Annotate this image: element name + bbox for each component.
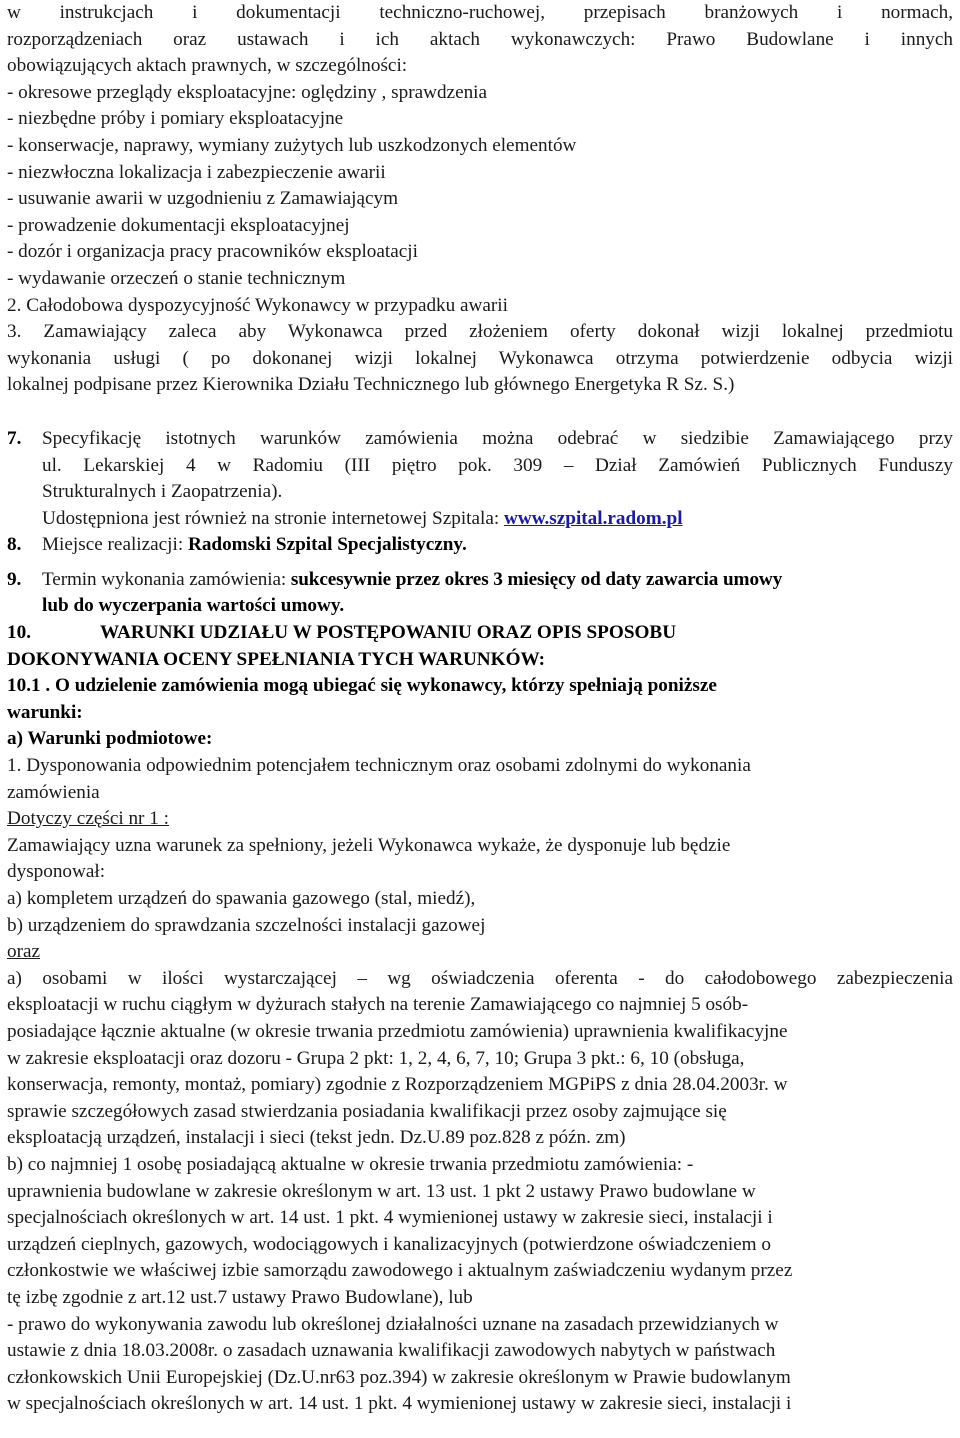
part-label: Dotyczy części nr 1 :	[7, 808, 169, 830]
text-line: posiadające łącznie aktualne (w okresie trwania przedmiotu zamówienia) uprawnienia kwalifikacyjne	[7, 1020, 788, 1042]
completion-term-continued: lub do wyczerpania wartości umowy.	[42, 595, 345, 617]
text-line: urządzeń cieplnych, gazowych, wodociągowych i kanalizacyjnych (potwierdzone oświadczeniem o	[7, 1233, 771, 1255]
conditions-body	[7, 753, 960, 1418]
section-9-line	[7, 567, 960, 594]
section-7-line	[7, 426, 953, 453]
text-line: w specjalnościach określonych w art. 14 ust. 1 pkt. 4 wymienionej ustawy w zakresie sieci, instalacji i	[7, 1393, 792, 1415]
list-item: - usuwanie awarii w uzgodnieniu z Zamawiającym	[7, 188, 399, 210]
section-heading-text: WARUNKI UDZIAŁU W POSTĘPOWANIU ORAZ OPIS SPOSOBU	[100, 622, 677, 644]
text-line: członkowskich Unii Europejskiej (Dz.U.nr63 poz.394) w zakresie określonym w Prawie budowlanym	[7, 1366, 791, 1388]
text-line: rozporządzeniach oraz ustawach i ich aktach wykonawczych: Prawo Budowlane i innych	[7, 28, 953, 50]
text-line: obowiązujących aktach prawnych, w szczególności:	[7, 55, 408, 77]
text-line: wykonania usługi ( po dokonanej wizji lokalnej Wykonawca otrzyma potwierdzenie odbycia wizji	[7, 347, 953, 369]
section-10	[7, 620, 960, 673]
list-item: - konserwacje, naprawy, wymiany zużytych lub uszkodzonych elementów	[7, 134, 577, 156]
text-line: w zakresie eksploatacji oraz dozoru - Grupa 2 pkt: 1, 2, 4, 6, 7, 10; Grupa 3 pkt.: 6, 10 (obsługa,	[7, 1047, 745, 1069]
section-text: Miejsce realizacji:	[42, 534, 188, 556]
text-line: dysponował:	[7, 861, 106, 883]
text-line: Zamawiający uzna warunek za spełniony, jeżeli Wykonawca wykaże, że dysponuje lub będzie	[7, 834, 731, 856]
text-line: tę izbę zgodnie z art.12 ust.7 ustawy Prawo Budowlane), lub	[7, 1286, 473, 1308]
list-item: a) kompletem urządzeń do spawania gazowego (stal, miedź),	[7, 888, 476, 909]
hospital-website-link[interactable]: www.szpital.radom.pl	[503, 507, 683, 529]
text-line: w instrukcjach i dokumentacji techniczno-ruchowej, przepisach branżowych i normach,	[7, 2, 953, 23]
section-10-1-heading: 10.1 . O udzielenie zamówienia mogą ubiegać się wykonawcy, którzy spełniają poniższe	[7, 675, 717, 697]
text-line: członkostwie we właściwej izbie samorządu zawodowego i aktualnym zaświadczeniu wydanym przez	[7, 1260, 793, 1282]
list-item: - niezwłoczna lokalizacja i zabezpieczenie awarii	[7, 161, 386, 183]
spacer	[7, 559, 960, 567]
text-line: specjalnościach określonych w art. 14 ust. 1 pkt. 4 wymienionej ustawy w zakresie sieci, instalacji i	[7, 1207, 773, 1229]
list-item: - niezbędne próby i pomiary eksploatacyjne	[7, 108, 344, 130]
section-number: 9.	[7, 568, 22, 590]
section-7-line: Strukturalnych i Zaopatrzenia).	[42, 481, 283, 503]
subheading-subject-conditions: a) Warunki podmiotowe:	[7, 728, 213, 750]
section-number: 8.	[7, 534, 22, 556]
section-9	[7, 567, 960, 620]
text-line: 1. Dysponowania odpowiednim potencjałem technicznym oraz osobami zdolnymi do wykonania	[7, 755, 751, 777]
text-line: eksploatacją urządzeń, instalacji i sieci (tekst jedn. Dz.U.89 poz.828 z późn. zm)	[7, 1127, 626, 1149]
section-7-web-line	[7, 506, 960, 533]
intro-block	[7, 0, 960, 319]
list-item: - wydawanie orzeczeń o stanie technicznym	[7, 267, 346, 289]
text-line: a) osobami w ilości wystarczającej – wg oświadczenia oferenta - do całodobowego zabezpieczenia	[7, 967, 953, 989]
oraz-label: oraz	[7, 941, 41, 963]
text-line: ustawie z dnia 18.03.2008r. o zasadach uznawania kwalifikacji zawodowych nabytych w państwach	[7, 1340, 776, 1362]
section-number: 7.	[7, 427, 22, 449]
section-8	[7, 532, 960, 559]
text-line: 3. Zamawiający zaleca aby Wykonawca przed złożeniem oferty dokonał wizji lokalnej przedmiotu	[7, 321, 953, 343]
text-line: - prawo do wykonywania zawodu lub określonej działalności uznane na zasadach przewidzianych w	[7, 1313, 779, 1335]
point-2: 2. Całodobowa dyspozycyjność Wykonawcy w przypadku awarii	[7, 294, 508, 316]
text-line: konserwacja, remonty, montaż, pomiary) zgodnie z Rozporządzeniem MGPiPS z dnia 28.04.2003r. w	[7, 1074, 788, 1096]
section-10-1-heading-continued: warunki:	[7, 701, 83, 723]
text-line: b) co najmniej 1 osobę posiadającą aktualne w okresie trwania przedmiotu zamówienia: -	[7, 1153, 694, 1175]
section-10-1	[7, 673, 960, 753]
text-line: lokalnej podpisane przez Kierownika Działu Technicznego lub głównego Energetyka R Sz. S.)	[7, 374, 735, 396]
spacer	[7, 399, 960, 426]
list-item: - okresowe przeglądy eksploatacyjne: oględziny , sprawdzenia	[7, 81, 488, 103]
section-text: Termin wykonania zamówienia:	[42, 568, 291, 590]
section-10-heading	[7, 620, 960, 647]
text-line: uprawnienia budowlane w zakresie określonym w art. 13 ust. 1 pkt 2 ustawy Prawo budowlane w	[7, 1180, 756, 1202]
section-number: 10.	[7, 622, 31, 644]
section-7-line: ul. Lekarskiej 4 w Radomiu (III piętro pok. 309 – Dział Zamówień Publicznych Funduszy	[42, 454, 953, 476]
text-line: eksploatacji w ruchu ciągłym w dyżurach stałych na terenie Zamawiającego co najmniej 5 osób-	[7, 994, 749, 1016]
text-line: sprawie szczegółowych zasad stwierdzania posiadania kwalifikacji przez osoby zajmujące się	[7, 1100, 727, 1122]
list-item: b) urządzeniem do sprawdzania szczelności instalacji gazowej	[7, 914, 486, 936]
list-item: - prowadzenie dokumentacji eksploatacyjnej	[7, 214, 350, 236]
completion-term: sukcesywnie przez okres 3 miesięcy od daty zawarcia umowy	[290, 568, 783, 590]
point-3-block	[7, 319, 960, 399]
section-text: Specyfikację istotnych warunków zamówienia można odebrać w siedzibie Zamawiającego przy	[42, 427, 953, 449]
section-7	[7, 426, 960, 532]
list-item: - dozór i organizacja pracy pracowników eksploatacji	[7, 241, 418, 263]
section-10-heading-continued: DOKONYWANIA OCENY SPEŁNIANIA TYCH WARUNKÓW:	[7, 648, 546, 670]
web-prefix: Udostępniona jest również na stronie internetowej Szpitala:	[42, 507, 504, 529]
realization-place: Radomski Szpital Specjalistyczny.	[187, 534, 467, 556]
text-line: zamówienia	[7, 781, 100, 803]
